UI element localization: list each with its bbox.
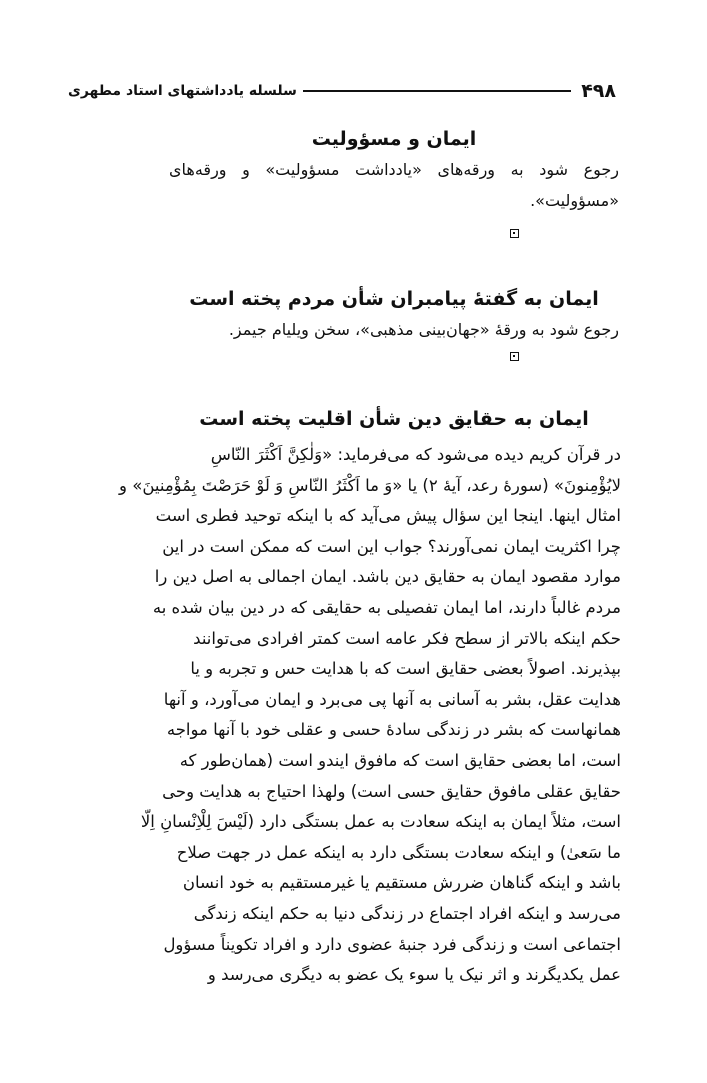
body-line: مردم غالباً دارند، اما ایمان تفصیلی به حقایقی که در دین بیان شده به: [152, 597, 621, 617]
section-text: رجوع شود به ورقهٔ «جهان‌بینی مذهبی»، سخن ویلیام جیمز.: [228, 320, 619, 339]
body-line: همانهاست که بشر در زندگی سادهٔ حسی و عقلی خود با آنها مواجه: [166, 720, 621, 740]
body-line: ما سَعیٰ) و اینکه سعادت بستگی دارد به اینکه عمل در جهت صلاح: [176, 842, 621, 862]
body-line: است، مثلاً ایمان به اینکه سعادت به عمل بستگی دارد (لَیْسَ لِلْاِنْسانِ اِلّا: [140, 812, 621, 832]
section-iman-masuliyat: [169, 124, 619, 216]
section-end-icon: [510, 352, 519, 361]
section-end-icon: [510, 229, 519, 238]
body-line: عمل یکدیگرند و اثر نیک یا سوء یک عضو به دیگری می‌رسد و: [207, 965, 621, 985]
section-text: رجوع شود به ورقه‌های «یادداشت مسؤولیت» و ورقه‌های «مسؤولیت».: [169, 160, 619, 210]
body-line: باشد و اینکه گناهان ضررش مستقیم یا غیرمستقیم به خود انسان: [182, 873, 621, 893]
body-line: حقایق عقلی مافوق حقایق حسی است) ولهذا احتیاج به هدایت وحی: [162, 781, 621, 801]
page-number: ۴۹۸: [581, 80, 616, 102]
body-line: حکم اینکه بالاتر از سطح فکر عامه است کمتر افرادی می‌توانند: [193, 628, 621, 648]
body-text: [119, 440, 621, 991]
section-title: ایمان به گفتهٔ پیامبران شأن مردم پخته است: [189, 288, 599, 310]
body-line: در قرآن کریم دیده می‌شود که می‌فرماید: «وَلٰکِنَّ اَکْثَرَ النّاسِ: [210, 445, 621, 464]
body-line: می‌رسد و اینکه افراد اجتماع در زندگی دنیا به حکم اینکه زندگی: [193, 903, 621, 923]
running-title: سلسله یادداشتهای استاد مطهری: [68, 83, 297, 99]
section-iman-payambaran: [169, 284, 619, 345]
body-line: است، اما بعضی حقایق است که مافوق ایندو است (همان‌طور که: [179, 750, 621, 770]
body-line: لایُؤْمِنونَ» (سورهٔ رعد، آیهٔ ۲) یا «وَ ما اَکْثَرُ النّاسِ وَ لَوْ حَرَصْتَ بِمُؤْمِنینَ» و: [119, 475, 621, 495]
body-line: هدایت عقل، بشر به آسانی به آنها پی می‌برد و ایمان می‌آورد، و آنها: [163, 689, 621, 709]
section-title: ایمان و مسؤولیت: [311, 128, 477, 150]
body-line: اجتماعی است و زندگی فرد جنبهٔ عضوی دارد و افراد تکویناً مسؤول: [163, 934, 621, 954]
body-line: چرا اکثریت ایمان نمی‌آورند؟ جواب این است که ممکن است در این: [162, 536, 621, 556]
section-iman-haqayeq: [169, 404, 619, 434]
body-line: بپذیرند. اصولاً بعضی حقایق است که با هدایت حس و تجربه و یا: [190, 659, 621, 679]
header-rule: [303, 90, 571, 92]
body-line: موارد مقصود ایمان به حقایق دین باشد. ایمان اجمالی به اصل دین را: [154, 567, 621, 587]
section-title: ایمان به حقایق دین شأن اقلیت پخته است: [199, 408, 589, 430]
body-line: امثال اینها. اینجا این سؤال پیش می‌آید که با اینکه توحید فطری است: [155, 506, 621, 526]
page-header: [68, 76, 616, 106]
